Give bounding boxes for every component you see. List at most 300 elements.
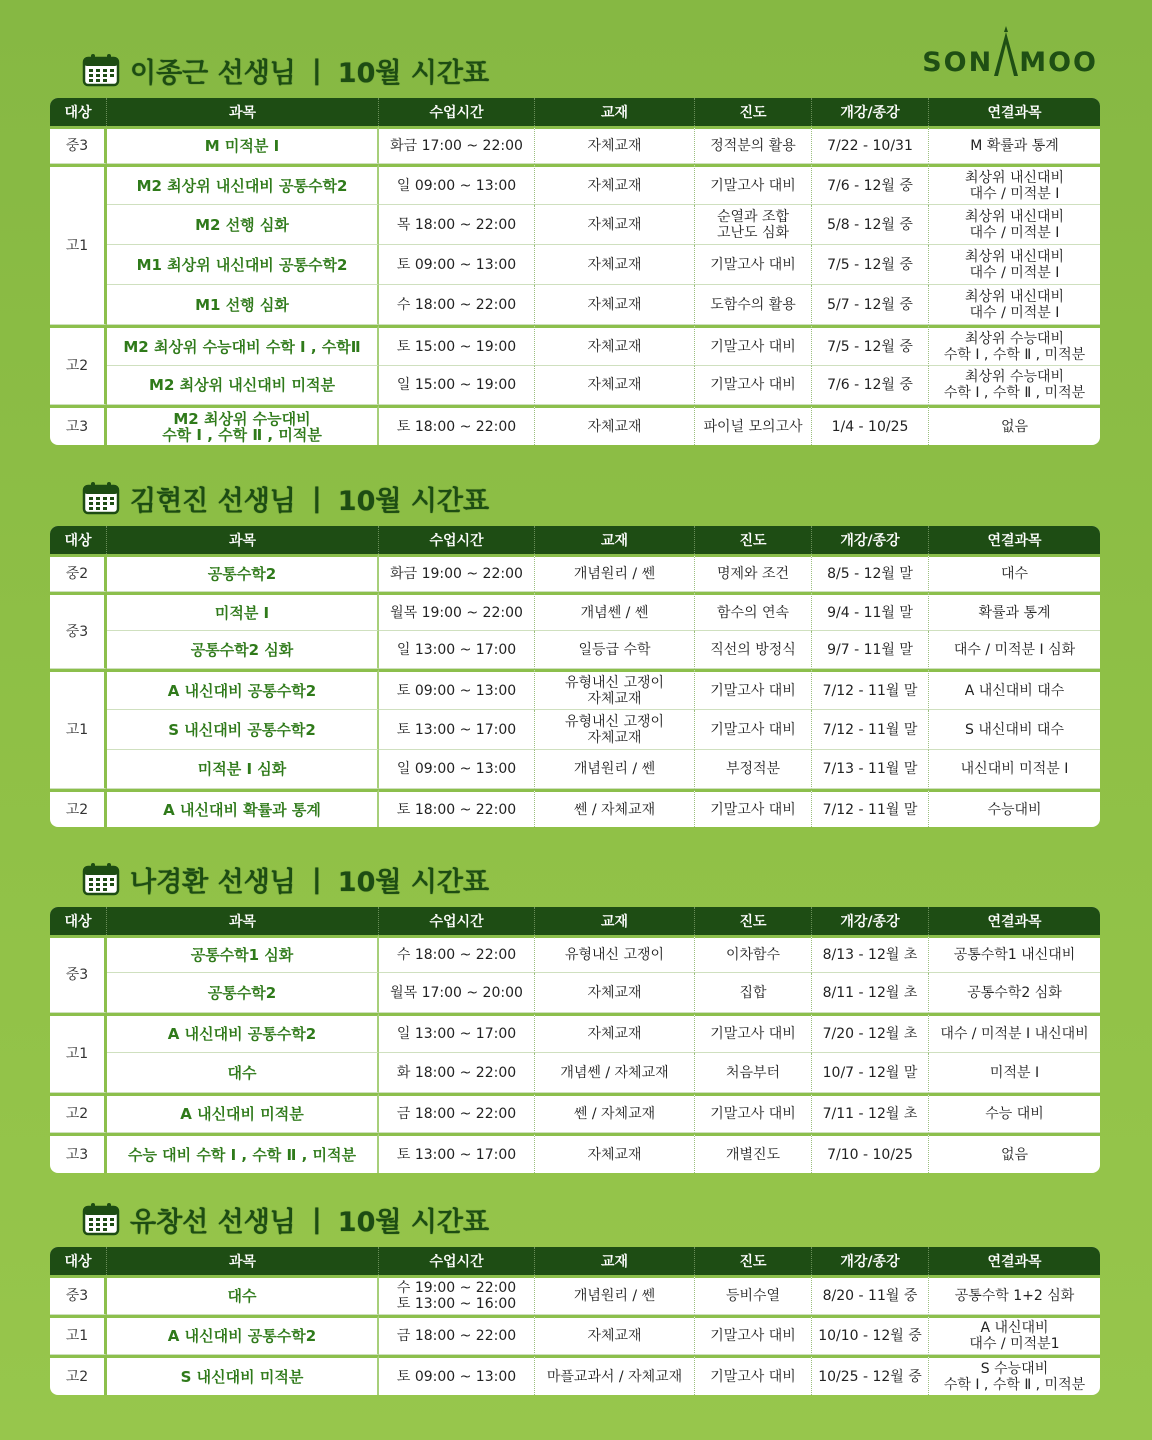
linked-text-line: 최상위 수능대비 [964,330,1065,347]
period-text-line: 7/5 - 12월 중 [827,338,913,355]
time-text-line: 목 18:00 ~ 22:00 [396,216,517,233]
book-cell [535,554,695,592]
progress-text-line: 기말고사 대비 [710,177,796,194]
table-row [50,325,1100,366]
column-header: 대상 [50,907,107,935]
time-text-line: 화금 19:00 ~ 22:00 [390,566,523,582]
period-text-line: 7/13 - 11월 말 [822,761,918,777]
progress-cell [695,164,812,205]
book-cell [535,285,695,325]
subject-cell [107,631,379,669]
linked-text-line: 없음 [1000,1146,1029,1163]
table-row [50,1013,1100,1053]
time-text-line: 토 09:00 ~ 13:00 [396,682,517,699]
book-cell [535,1355,695,1395]
time-cell [379,1093,535,1133]
column-header: 진도 [695,907,812,935]
book-text-line: 개념쎈 / 자체교재 [560,1064,669,1081]
subject-text-line: M 미적분 Ⅰ [204,137,280,155]
linked-text-line: 대수 / 미적분 Ⅰ [969,224,1060,241]
book-cell [535,1013,695,1053]
progress-cell [695,325,812,366]
time-text-line: 일 13:00 ~ 17:00 [396,641,517,658]
time-cell [379,1133,535,1173]
linked-cell [929,1133,1100,1173]
target-grade-cell: 중3 [50,935,107,1013]
progress-text-line: 도함수의 활용 [710,296,796,313]
target-grade-cell: 고1 [50,669,107,789]
linked-text-line: 최상위 내신대비 [964,169,1065,186]
period-text-line: 7/11 - 12월 초 [822,1106,918,1122]
title-divider: | [311,54,322,86]
period-cell [812,935,929,973]
schedule-table [50,1247,1100,1395]
subject-text-line: A 내신대비 미적분 [180,1105,304,1123]
period-text-line: 9/7 - 11월 말 [827,641,913,658]
table-row [50,631,1100,669]
period-text-line: 1/4 - 10/25 [831,418,909,435]
time-text-line: 화 18:00 ~ 22:00 [396,1064,517,1081]
column-header: 대상 [50,526,107,554]
linked-text-line: 최상위 내신대비 [964,208,1065,225]
time-text-line: 토 15:00 ~ 19:00 [396,338,517,355]
linked-cell [929,1053,1100,1093]
column-header: 연결과목 [929,526,1100,554]
progress-text-line: 파이널 모의고사 [703,418,803,435]
linked-text-line: 미적분 Ⅰ [989,1064,1040,1081]
subject-text-line: S 내신대비 미적분 [180,1367,304,1386]
time-text-line: 토 18:00 ~ 22:00 [396,801,517,818]
progress-text-line: 기말고사 대비 [710,377,796,393]
linked-text-line: 수학 Ⅰ , 수학 Ⅱ , 미적분 [943,385,1086,401]
book-text-line: 자체교재 [587,216,642,233]
column-header: 과목 [107,98,379,126]
subject-text-line: M1 최상위 내신대비 공통수학2 [136,255,348,274]
progress-cell [695,1133,812,1173]
progress-cell [695,1053,812,1093]
progress-cell [695,366,812,405]
time-cell [379,126,535,164]
period-cell [812,789,929,827]
book-cell [535,1093,695,1133]
progress-cell [695,205,812,245]
subject-cell [107,126,379,164]
subject-text-line: 공통수학1 심화 [190,946,294,964]
column-header: 진도 [695,1247,812,1275]
period-cell [812,245,929,285]
book-cell [535,325,695,366]
teacher-name: 이종근 선생님 [130,57,296,89]
table-row [50,973,1100,1013]
section-title [82,1197,1100,1241]
period-text-line: 7/20 - 12월 초 [822,1026,918,1042]
time-cell [379,710,535,750]
progress-text-line: 기말고사 대비 [710,1106,796,1122]
linked-text-line: A 내신대비 [980,1320,1049,1336]
book-cell [535,1275,695,1315]
table-row [50,405,1100,445]
logo-text-left: SON [922,47,994,78]
time-text-line: 토 18:00 ~ 22:00 [396,418,517,435]
column-header: 개강/종강 [812,1247,929,1275]
linked-text-line: 수능대비 [987,801,1042,818]
title-divider: | [311,1203,322,1235]
subject-text-line: S 내신대비 공통수학2 [168,720,316,739]
linked-text-line: 대수 / 미적분1 [969,1336,1060,1352]
period-text-line: 7/12 - 11월 말 [822,801,918,818]
table-row [50,164,1100,205]
schedule-month: 10월 시간표 [337,1206,490,1238]
target-grade-cell: 중3 [50,592,107,669]
logo-text-right: MOO [1019,47,1098,78]
linked-text-line: 최상위 내신대비 [964,288,1065,305]
time-text-line: 월목 19:00 ~ 22:00 [390,604,523,621]
table-row [50,669,1100,710]
time-cell [379,405,535,445]
time-cell [379,285,535,325]
schedule-table [50,907,1100,1173]
subject-cell [107,205,379,245]
progress-cell [695,245,812,285]
subject-text-line: 대수 [227,1063,257,1082]
calendar-icon [82,1202,120,1236]
column-header: 연결과목 [929,98,1100,126]
progress-text-line: 기말고사 대비 [710,1368,796,1385]
progress-text-line: 기말고사 대비 [710,1328,796,1344]
book-cell [535,366,695,405]
schedule-month: 10월 시간표 [337,57,490,89]
column-header: 진도 [695,526,812,554]
period-cell [812,405,929,445]
time-cell [379,669,535,710]
column-header: 개강/종강 [812,907,929,935]
column-header: 교재 [535,1247,695,1275]
table-row [50,205,1100,245]
progress-text-line: 개별진도 [725,1146,781,1163]
book-cell [535,1133,695,1173]
progress-cell [695,750,812,789]
subject-cell [107,592,379,631]
period-text-line: 7/10 - 10/25 [827,1146,913,1163]
period-cell [812,710,929,750]
period-cell [812,205,929,245]
book-text-line: 유형내신 고쟁이 [564,947,665,963]
subject-text-line: M1 선행 심화 [195,295,289,314]
table-row [50,1093,1100,1133]
book-cell [535,126,695,164]
schedule-section-2 [50,476,1100,827]
book-text-line: 개념쎈 / 쎈 [580,604,649,621]
time-text-line: 토 13:00 ~ 16:00 [396,1296,517,1312]
linked-cell [929,973,1100,1013]
progress-cell [695,1315,812,1355]
time-cell [379,592,535,631]
time-cell [379,1053,535,1093]
subject-text-line: M2 최상위 내신대비 미적분 [149,376,335,394]
subject-cell [107,789,379,827]
linked-cell [929,554,1100,592]
progress-text-line: 직선의 방정식 [710,641,796,658]
subject-text-line: 미적분 Ⅰ 심화 [197,760,287,778]
table-row [50,1053,1100,1093]
target-grade-cell: 고2 [50,325,107,405]
table-row [50,366,1100,405]
time-text-line: 수 18:00 ~ 22:00 [396,947,517,963]
time-cell [379,205,535,245]
time-cell [379,1013,535,1053]
linked-cell [929,126,1100,164]
subject-cell [107,285,379,325]
schedule-table [50,526,1100,827]
period-cell [812,1275,929,1315]
subject-cell [107,366,379,405]
target-grade-cell: 고1 [50,1315,107,1355]
subject-text-line: A 내신대비 확률과 통계 [163,800,321,819]
book-text-line: 자체교재 [587,338,642,355]
column-header: 대상 [50,1247,107,1275]
column-header: 교재 [535,907,695,935]
book-cell [535,405,695,445]
progress-text-line: 집합 [739,984,767,1001]
linked-text-line: 공통수학1 내신대비 [953,947,1076,963]
linked-cell [929,1275,1100,1315]
linked-text-line: 공통수학2 심화 [967,984,1062,1001]
calendar-icon [82,481,120,515]
linked-cell [929,405,1100,445]
time-text-line: 수 19:00 ~ 22:00 [396,1280,517,1296]
period-cell [812,750,929,789]
book-text-line: 자체교재 [587,256,642,273]
progress-cell [695,405,812,445]
book-cell [535,750,695,789]
subject-cell [107,325,379,366]
time-cell [379,1315,535,1355]
book-text-line: 일등급 수학 [578,641,651,658]
book-cell [535,710,695,750]
period-cell [812,554,929,592]
table-row [50,1275,1100,1315]
table-row [50,554,1100,592]
period-text-line: 8/5 - 12월 말 [827,566,913,582]
progress-text-line: 부정적분 [725,761,781,777]
book-text-line: 자체교재 [587,729,642,746]
header-row [50,1247,1100,1275]
time-text-line: 일 09:00 ~ 13:00 [396,761,517,777]
linked-text-line: 대수 / 미적분 Ⅰ 심화 [953,641,1076,658]
book-text-line: 자체교재 [587,377,642,393]
book-text-line: 쎈 / 자체교재 [573,1106,656,1122]
linked-cell [929,750,1100,789]
period-cell [812,1093,929,1133]
time-cell [379,164,535,205]
progress-text-line: 정적분의 활용 [710,138,796,154]
progress-cell [695,554,812,592]
table-row [50,1133,1100,1173]
progress-text-line: 이차함수 [725,947,781,963]
period-text-line: 10/10 - 12월 중 [818,1328,922,1344]
book-text-line: 유형내신 고쟁이 [564,713,665,730]
progress-cell [695,789,812,827]
period-cell [812,126,929,164]
period-text-line: 8/13 - 12월 초 [822,947,918,963]
progress-cell [695,710,812,750]
column-header: 연결과목 [929,1247,1100,1275]
schedule-section-4 [50,1197,1100,1395]
book-cell [535,973,695,1013]
subject-cell [107,1315,379,1355]
teacher-name: 나경환 선생님 [130,866,296,898]
period-text-line: 7/22 - 10/31 [827,138,913,154]
time-text-line: 일 09:00 ~ 13:00 [396,177,517,194]
column-header: 수업시간 [379,1247,535,1275]
book-cell [535,245,695,285]
book-text-line: 자체교재 [587,177,642,194]
time-text-line: 수 18:00 ~ 22:00 [396,296,517,313]
time-text-line: 토 09:00 ~ 13:00 [396,256,517,273]
period-cell [812,1053,929,1093]
book-cell [535,1315,695,1355]
linked-cell [929,366,1100,405]
target-grade-cell: 고3 [50,1133,107,1173]
linked-cell [929,1315,1100,1355]
period-cell [812,669,929,710]
progress-text-line: 기말고사 대비 [710,801,796,818]
book-text-line: 자체교재 [587,984,642,1001]
subject-text-line: M2 선행 심화 [195,215,289,234]
progress-cell [695,631,812,669]
linked-cell [929,205,1100,245]
time-cell [379,325,535,366]
column-header: 대상 [50,98,107,126]
progress-text-line: 처음부터 [725,1064,781,1081]
linked-text-line: S 수능대비 [980,1360,1049,1377]
linked-text-line: 확률과 통계 [978,604,1051,621]
header-row [50,98,1100,126]
subject-text-line: 공통수학2 [207,565,277,583]
time-text-line: 화금 17:00 ~ 22:00 [390,138,523,154]
period-text-line: 5/7 - 12월 중 [827,296,913,313]
linked-cell [929,789,1100,827]
column-header: 교재 [535,526,695,554]
time-text-line: 금 18:00 ~ 22:00 [396,1328,517,1344]
progress-text-line: 등비수열 [725,1288,781,1304]
subject-text-line: 미적분 Ⅰ [214,603,270,622]
period-cell [812,325,929,366]
progress-text-line: 기말고사 대비 [710,338,796,355]
period-text-line: 5/8 - 12월 중 [827,216,913,233]
time-cell [379,935,535,973]
book-text-line: 자체교재 [587,690,642,707]
book-cell [535,164,695,205]
progress-text-line: 함수의 연속 [716,604,790,621]
linked-cell [929,669,1100,710]
header-row [50,526,1100,554]
book-text-line: 자체교재 [587,1146,642,1163]
period-cell [812,631,929,669]
linked-cell [929,592,1100,631]
linked-cell [929,710,1100,750]
subject-cell [107,1053,379,1093]
period-text-line: 8/20 - 11월 중 [822,1288,918,1304]
book-cell [535,789,695,827]
schedule-month: 10월 시간표 [337,866,490,898]
teacher-name: 유창선 선생님 [130,1206,296,1238]
book-text-line: 자체교재 [587,418,642,435]
teacher-name: 김현진 선생님 [130,485,296,517]
subject-text-line: A 내신대비 공통수학2 [167,1327,317,1345]
linked-text-line: 대수 / 미적분 Ⅰ [969,264,1060,281]
linked-text-line: 최상위 내신대비 [964,248,1065,265]
time-cell [379,789,535,827]
target-grade-cell: 고2 [50,789,107,827]
progress-cell [695,669,812,710]
period-cell [812,285,929,325]
subject-text-line: A 내신대비 공통수학2 [167,1025,317,1043]
subject-cell [107,973,379,1013]
section-title [82,48,1100,92]
schedule-section-3 [50,857,1100,1173]
table-row [50,710,1100,750]
subject-cell [107,750,379,789]
calendar-icon [82,862,120,896]
subject-cell [107,1355,379,1395]
subject-text-line: M2 최상위 내신대비 공통수학2 [136,176,348,195]
column-header: 과목 [107,907,379,935]
subject-cell [107,1093,379,1133]
linked-cell [929,1013,1100,1053]
time-cell [379,554,535,592]
book-text-line: 자체교재 [587,296,642,313]
subject-text-line: 대수 [227,1287,257,1305]
book-cell [535,631,695,669]
table-row [50,1355,1100,1395]
book-text-line: 자체교재 [587,1328,642,1344]
time-cell [379,631,535,669]
subject-cell [107,164,379,205]
schedule-month: 10월 시간표 [337,485,490,517]
book-cell [535,205,695,245]
book-cell [535,669,695,710]
linked-cell [929,245,1100,285]
book-text-line: 쎈 / 자체교재 [573,801,656,818]
table-row [50,285,1100,325]
table-row [50,245,1100,285]
column-header: 연결과목 [929,907,1100,935]
table-row [50,935,1100,973]
column-header: 교재 [535,98,695,126]
progress-text-line: 기말고사 대비 [710,721,796,738]
linked-text-line: 공통수학 1+2 심화 [954,1288,1075,1304]
time-text-line: 토 13:00 ~ 17:00 [396,1146,517,1163]
subject-cell [107,1275,379,1315]
target-grade-cell: 중3 [50,1275,107,1315]
linked-text-line: 대수 / 미적분 Ⅰ 내신대비 [940,1026,1089,1042]
linked-text-line: 대수 [1000,566,1029,582]
target-grade-cell: 고2 [50,1355,107,1395]
subject-cell [107,1013,379,1053]
period-cell [812,164,929,205]
period-text-line: 7/12 - 11월 말 [822,721,918,738]
time-text-line: 일 13:00 ~ 17:00 [396,1026,517,1042]
progress-cell [695,1013,812,1053]
table-row [50,126,1100,164]
column-header: 수업시간 [379,526,535,554]
calendar-icon [82,53,120,87]
linked-text-line: 수학 Ⅰ , 수학 Ⅱ , 미적분 [943,1376,1086,1393]
table-row [50,789,1100,827]
linked-cell [929,935,1100,973]
column-header: 개강/종강 [812,98,929,126]
